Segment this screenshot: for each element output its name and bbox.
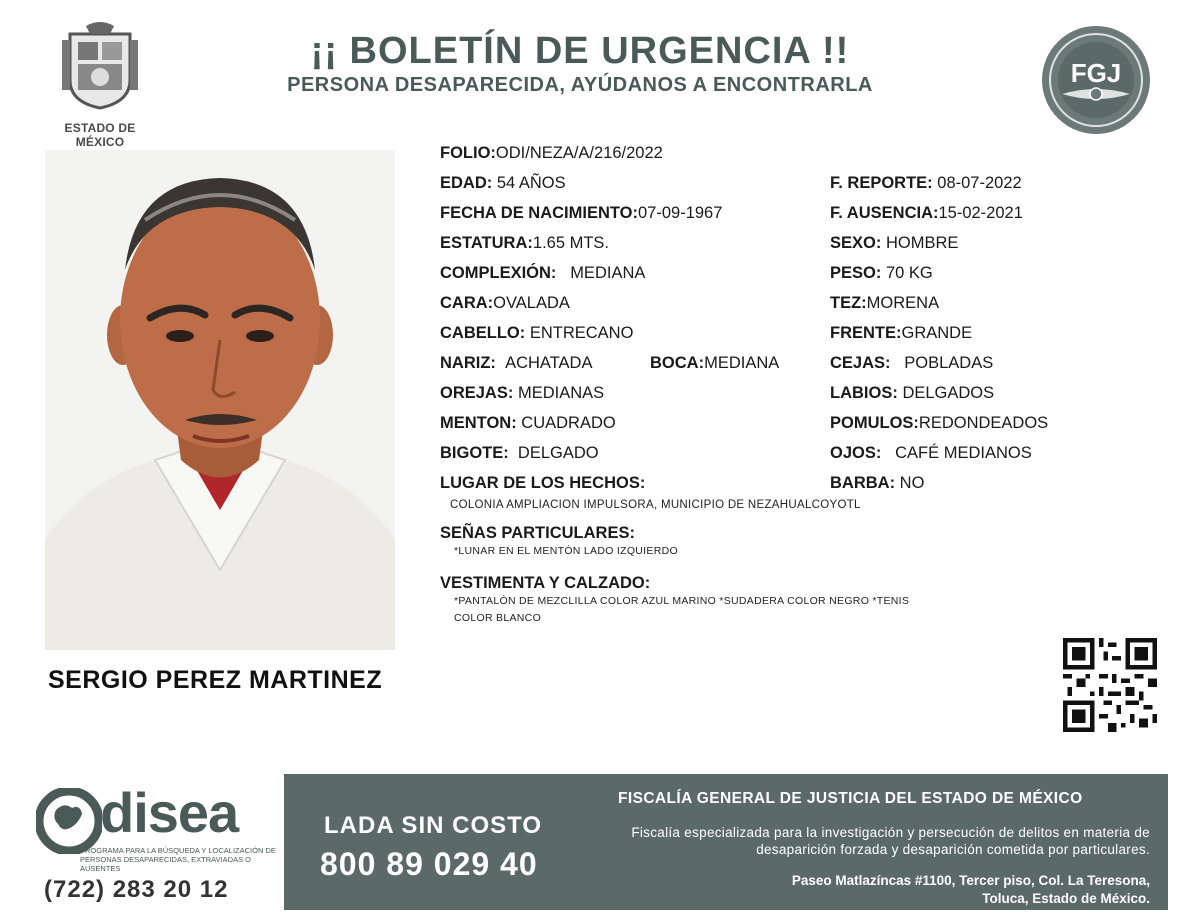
field-ausencia <box>830 204 1023 223</box>
field-bigote <box>440 444 599 463</box>
sexo-value: HOMBRE <box>885 234 959 252</box>
frente-label: FRENTE: <box>830 324 902 342</box>
estado-mexico-label: ESTADO DE MÉXICO <box>64 121 136 149</box>
ojos-value: CAFÉ MEDIANOS <box>895 444 1032 462</box>
edad-value: 54 AÑOS <box>496 174 566 192</box>
nariz-label: NARIZ: <box>440 354 496 372</box>
vestimenta-label: VESTIMENTA Y CALZADO: <box>440 574 651 592</box>
bigote-label: BIGOTE: <box>440 444 509 462</box>
field-frente <box>830 324 972 343</box>
bigote-value: DELGADO <box>517 444 599 462</box>
odisea-wordmark: disea <box>100 781 239 844</box>
menton-value: CUADRADO <box>521 414 616 432</box>
complexion-label: COMPLEXIÓN: <box>440 264 557 282</box>
field-senas <box>440 524 635 543</box>
fiscalia-title: FISCALÍA GENERAL DE JUSTICIA DEL ESTADO DE MÉXICO <box>618 790 1083 807</box>
field-cejas <box>830 354 993 373</box>
estatura-label: ESTATURA: <box>440 234 533 252</box>
tez-label: TEZ: <box>830 294 867 312</box>
field-pomulos <box>830 414 1048 433</box>
vestimenta-value-line1: *PANTALÓN DE MEZCLILLA COLOR AZUL MARINO *SUDADERA COLOR NEGRO *TENIS <box>454 595 910 607</box>
labios-value: DELGADOS <box>902 384 995 402</box>
field-tez <box>830 294 939 313</box>
senas-label: SEÑAS PARTICULARES: <box>440 524 635 542</box>
field-peso <box>830 264 933 283</box>
ausencia-value: 15-02-2021 <box>938 204 1023 222</box>
cara-label: CARA: <box>440 294 494 312</box>
person-name: SERGIO PEREZ MARTINEZ <box>48 666 383 694</box>
lada-label: LADA SIN COSTO <box>324 812 543 839</box>
ausencia-label: F. AUSENCIA: <box>830 204 939 222</box>
vestimenta-value-line2: COLOR BLANCO <box>454 612 542 624</box>
address-line-1: Paseo Matlazíncas #1100, Tercer piso, Col. La Teresona, <box>791 873 1150 888</box>
ojos-label: OJOS: <box>830 444 882 462</box>
labios-label: LABIOS: <box>830 384 898 402</box>
fiscalia-description: Fiscalía especializada para la investigación y persecución de delitos en materia de desaparición forzada y desaparición cometida por particulares. <box>631 825 1150 857</box>
field-complexion <box>440 264 645 283</box>
nariz-value: ACHATADA <box>505 354 593 372</box>
pomulos-label: POMULOS: <box>830 414 919 432</box>
field-ojos <box>830 444 1032 463</box>
nacimiento-value: 07-09-1967 <box>638 204 723 222</box>
fiscalia-address <box>590 872 1150 908</box>
sexo-label: SEXO: <box>830 234 882 252</box>
fgj-seal-icon <box>1040 24 1152 136</box>
orejas-label: OREJAS: <box>440 384 514 402</box>
field-orejas <box>440 384 604 403</box>
lada-number[interactable]: 800 89 029 40 <box>320 846 538 882</box>
odisea-phone[interactable]: (722) 283 20 12 <box>44 876 229 903</box>
field-edad <box>440 174 566 193</box>
edad-label: EDAD: <box>440 174 493 192</box>
field-nariz <box>440 354 592 373</box>
field-sexo <box>830 234 958 253</box>
address-line-2: Toluca, Estado de México. <box>982 891 1150 906</box>
field-cabello <box>440 324 633 343</box>
field-nacimiento <box>440 204 722 223</box>
footer-contact-band <box>284 774 1168 910</box>
senas-value: *LUNAR EN EL MENTÓN LADO IZQUIERDO <box>454 545 678 557</box>
reporte-label: F. REPORTE: <box>830 174 933 192</box>
reporte-value: 08-07-2022 <box>937 174 1022 192</box>
lugar-value: COLONIA AMPLIACION IMPULSORA, MUNICIPIO DE NEZAHUALCOYOTL <box>450 499 861 511</box>
boca-value: MEDIANA <box>704 354 780 372</box>
folio-label: FOLIO: <box>440 144 496 162</box>
coat-of-arms-icon <box>60 20 140 110</box>
bulletin-title: ¡¡ BOLETÍN DE URGENCIA !! <box>310 30 850 72</box>
nacimiento-label: FECHA DE NACIMIENTO: <box>440 204 638 222</box>
odisea-map-pin-icon <box>36 788 102 854</box>
peso-value: 70 KG <box>885 264 933 282</box>
pomulos-value: REDONDEADOS <box>918 414 1049 432</box>
bulletin-subtitle: PERSONA DESAPARECIDA, AYÚDANOS A ENCONTRARLA <box>287 74 873 96</box>
odisea-logo <box>0 770 284 918</box>
person-photo <box>45 150 395 650</box>
cejas-value: POBLADAS <box>904 354 994 372</box>
cabello-value: ENTRECANO <box>529 324 634 342</box>
complexion-value: MEDIANA <box>570 264 646 282</box>
estado-mexico-logo <box>40 20 160 149</box>
boca-label: BOCA: <box>650 354 705 372</box>
field-cara <box>440 294 570 313</box>
field-labios <box>830 384 994 403</box>
barba-value: NO <box>899 474 925 492</box>
tez-value: MORENA <box>866 294 940 312</box>
field-reporte <box>830 174 1022 193</box>
cejas-label: CEJAS: <box>830 354 891 372</box>
odisea-description: PROGRAMA PARA LA BÚSQUEDA Y LOCALIZACIÓN DE PERSONAS DESAPARECIDAS, EXTRAVIADAS O AUSENTES <box>80 846 276 873</box>
peso-label: PESO: <box>830 264 882 282</box>
field-vestimenta <box>440 574 650 593</box>
field-barba <box>830 474 924 493</box>
cabello-label: CABELLO: <box>440 324 526 342</box>
barba-label: BARBA: <box>830 474 896 492</box>
fgj-label: FGJ <box>1070 58 1122 88</box>
field-folio <box>440 144 663 163</box>
frente-value: GRANDE <box>901 324 973 342</box>
field-boca <box>650 354 779 373</box>
field-lugar <box>440 474 645 493</box>
cara-value: OVALADA <box>493 294 570 312</box>
estatura-value: 1.65 MTS. <box>532 234 610 252</box>
menton-label: MENTON: <box>440 414 517 432</box>
folio-value: ODI/NEZA/A/216/2022 <box>495 144 663 162</box>
lugar-label: LUGAR DE LOS HECHOS: <box>440 474 646 492</box>
person-portrait-icon <box>45 150 395 650</box>
field-estatura <box>440 234 609 253</box>
orejas-value: MEDIANAS <box>517 384 605 402</box>
qr-code-icon[interactable] <box>1063 638 1157 732</box>
header <box>0 0 1188 149</box>
field-menton <box>440 414 616 433</box>
